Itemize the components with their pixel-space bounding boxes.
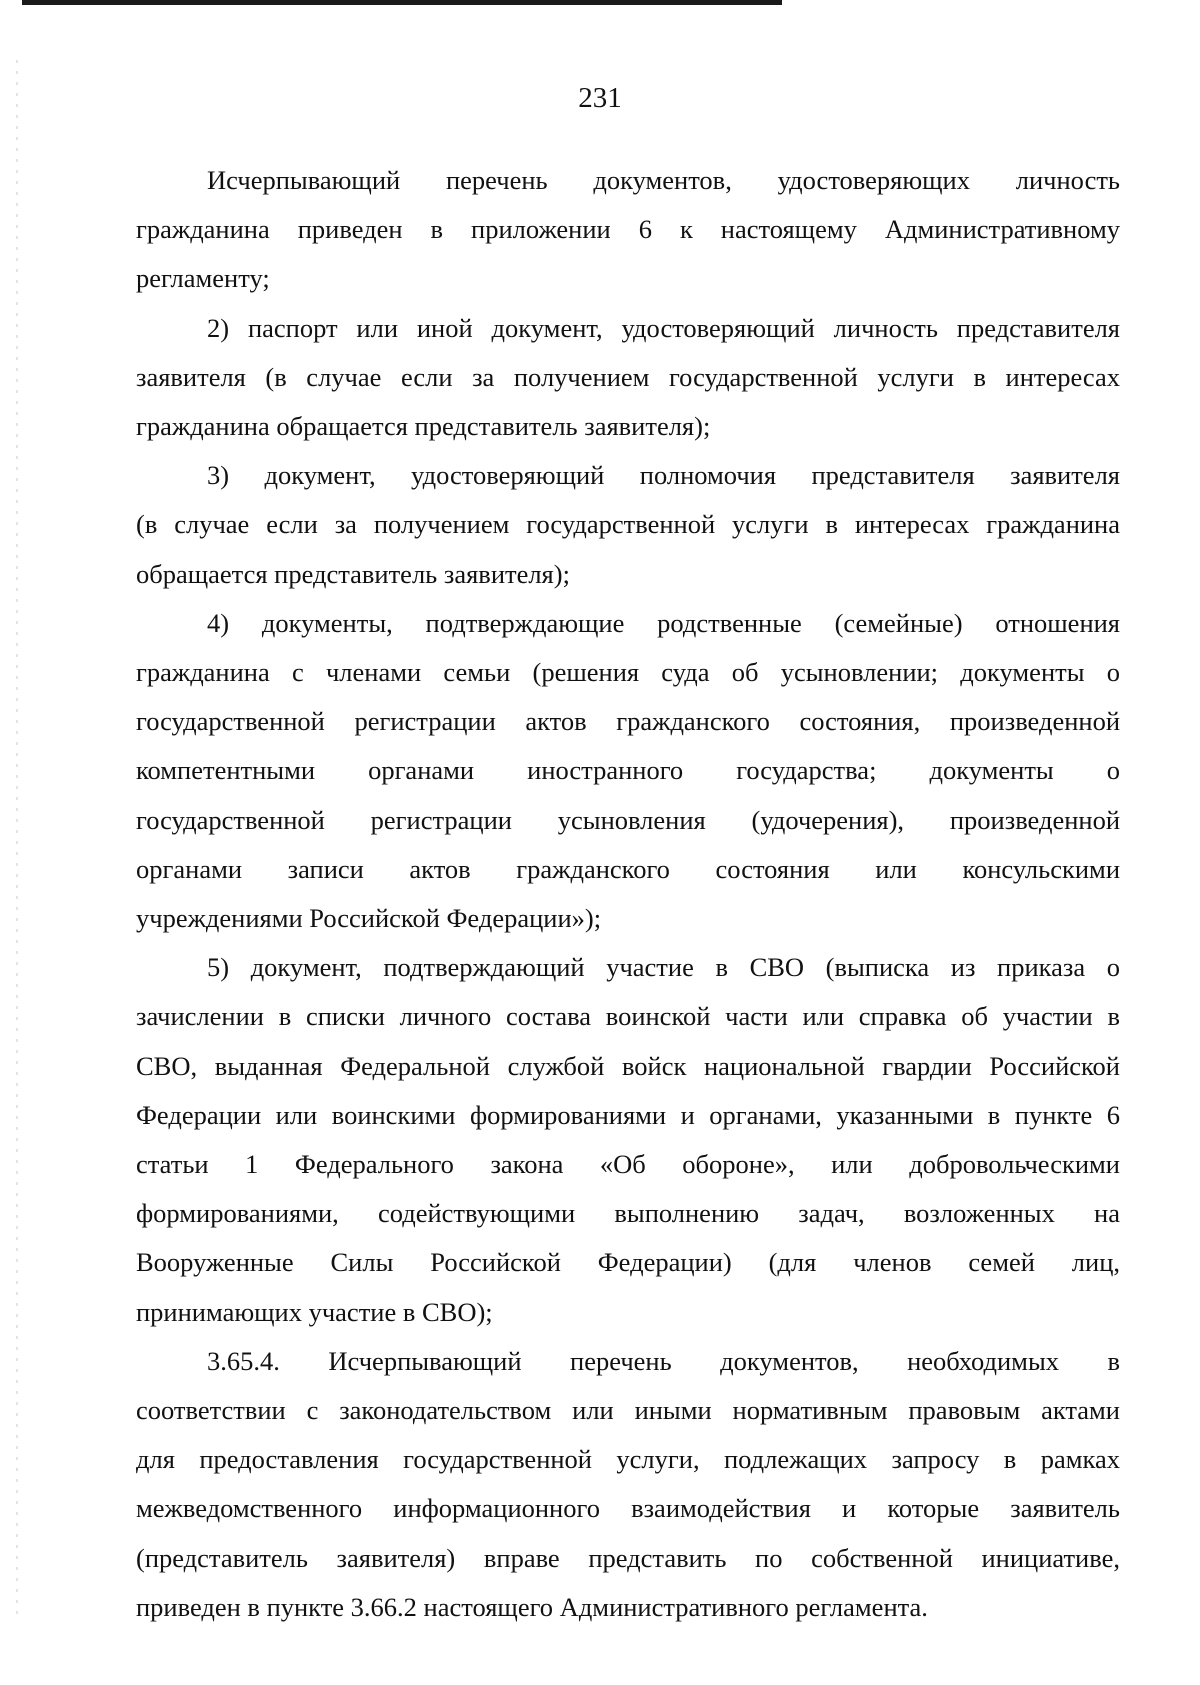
text-line: соответствии с законодательством или иными нормативным правовым актами <box>136 1395 1120 1426</box>
text-line: приведен в пункте 3.66.2 настоящего Административного регламента. <box>136 1591 928 1622</box>
text-line: 3) документ, удостоверяющий полномочия представителя заявителя <box>207 460 1120 491</box>
text-line: (представитель заявителя) вправе представить по собственной инициативе, <box>136 1542 1120 1573</box>
paragraph <box>136 943 1120 1337</box>
paragraph <box>136 304 1120 452</box>
text-line: гражданина с членами семьи (решения суда об усыновлении; документы о <box>136 657 1120 688</box>
page-number: 231 <box>578 82 622 114</box>
text-line: 5) документ, подтверждающий участие в СВО (выписка из приказа о <box>207 952 1120 983</box>
text-line: межведомственного информационного взаимодействия и которые заявитель <box>136 1493 1120 1524</box>
text-line: СВО, выданная Федеральной службой войск национальной гвардии Российской <box>136 1050 1120 1081</box>
text-line: регламенту; <box>136 263 270 294</box>
paragraph <box>136 156 1120 304</box>
paragraph <box>136 451 1120 599</box>
text-line: для предоставления государственной услуги, подлежащих запросу в рамках <box>136 1444 1120 1475</box>
text-line: компетентными органами иностранного государства; документы о <box>136 755 1120 786</box>
paragraph <box>136 1337 1120 1632</box>
text-line: заявителя (в случае если за получением государственной услуги в интересах <box>136 361 1120 392</box>
text-line: 2) паспорт или иной документ, удостоверяющий личность представителя <box>207 312 1120 343</box>
text-line: Вооруженные Силы Российской Федерации) (для членов семей лиц, <box>136 1247 1120 1278</box>
scan-top-border <box>22 0 782 5</box>
document-body <box>136 156 1120 1632</box>
text-line: Федерации или воинскими формированиями и органами, указанными в пункте 6 <box>136 1099 1120 1130</box>
text-line: Исчерпывающий перечень документов, удостоверяющих личность <box>207 165 1120 195</box>
text-line: государственной регистрации актов гражданского состояния, произведенной <box>136 706 1120 737</box>
text-line: 4) документы, подтверждающие родственные (семейные) отношения <box>207 607 1120 638</box>
text-line: учреждениями Российской Федерации»); <box>136 903 602 934</box>
text-line: гражданина обращается представитель заявителя); <box>136 411 711 442</box>
text-line: органами записи актов гражданского состояния или консульскими <box>136 853 1120 884</box>
paragraph <box>136 599 1120 943</box>
text-line: 3.65.4. Исчерпывающий перечень документов, необходимых в <box>207 1345 1120 1376</box>
text-line: зачислении в списки личного состава воинской части или справка об участии в <box>136 1001 1120 1032</box>
text-line: обращается представитель заявителя); <box>136 558 570 589</box>
text-line: принимающих участие в СВО); <box>136 1296 493 1327</box>
text-line: формированиями, содействующими выполнению задач, возложенных на <box>136 1198 1120 1229</box>
text-line: статьи 1 Федерального закона «Об обороне», или добровольческими <box>136 1149 1120 1180</box>
text-line: (в случае если за получением государственной услуги в интересах гражданина <box>136 509 1120 540</box>
text-line: гражданина приведен в приложении 6 к настоящему Административному <box>136 214 1120 245</box>
text-line: государственной регистрации усыновления (удочерения), произведенной <box>136 804 1120 835</box>
scan-left-edge-artifact <box>16 60 18 1620</box>
